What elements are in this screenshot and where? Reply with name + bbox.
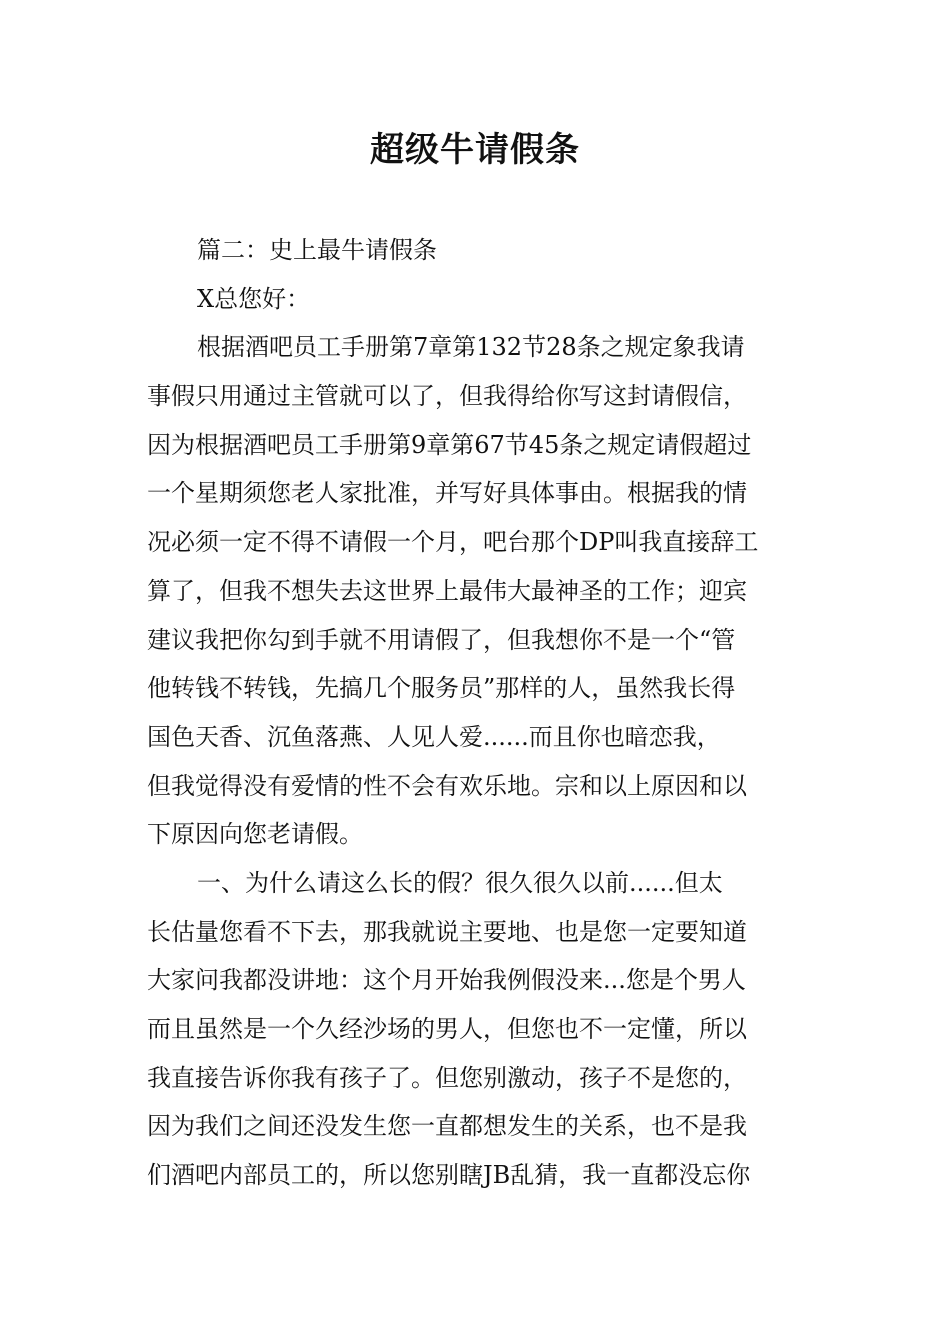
document-title: 超级牛请假条	[370, 130, 580, 170]
paragraph-line: 算了，但我不想失去这世界上最伟大最神圣的工作；迎宾	[147, 576, 747, 605]
paragraph-line: 大家问我都没讲地：这个月开始我例假没来...您是个男人	[147, 966, 746, 995]
paragraph-line: X总您好：	[197, 284, 311, 313]
paragraph-line: 一、为什么请这么长的假？很久很久以前......但太	[197, 868, 723, 897]
paragraph-line: 一个星期须您老人家批准，并写好具体事由。根据我的情	[147, 479, 747, 508]
paragraph-line: 而且虽然是一个久经沙场的男人，但您也不一定懂，所以	[147, 1015, 747, 1043]
paragraph-line: 建议我把你勾到手就不用请假了，但我想你不是一个“管	[147, 625, 736, 654]
paragraph-line: 根据酒吧员工手册第7章第132节28条之规定象我请	[197, 333, 745, 362]
paragraph-line: 但我觉得没有爱情的性不会有欢乐地。宗和以上原因和以	[147, 771, 747, 800]
paragraph-line: 长估量您看不下去，那我就说主要地、也是您一定要知道	[147, 917, 747, 946]
paragraph-line: 下原因向您老请假。	[147, 820, 363, 849]
paragraph-line: 因为根据酒吧员工手册第9章第67节45条之规定请假超过	[147, 430, 752, 459]
paragraph-line: 篇二：史上最牛请假条	[197, 236, 437, 264]
paragraph-line: 因为我们之间还没发生您一直都想发生的关系，也不是我	[147, 1112, 747, 1141]
paragraph-line: 事假只用通过主管就可以了，但我得给你写这封请假信，	[147, 382, 747, 411]
paragraph-line: 我直接告诉你我有孩子了。但您别激动，孩子不是您的，	[147, 1063, 747, 1092]
paragraph-line: 他转钱不转钱，先搞几个服务员”那样的人，虽然我长得	[147, 674, 736, 703]
paragraph-line: 们酒吧内部员工的，所以您别瞎JB乱猜，我一直都没忘你	[147, 1161, 751, 1190]
document-body	[147, 226, 807, 1200]
paragraph-line: 况必须一定不得不请假一个月，吧台那个DP叫我直接辞工	[147, 528, 759, 557]
paragraph-line: 国色天香、沉鱼落燕、人见人爱......而且你也暗恋我，	[147, 722, 721, 751]
